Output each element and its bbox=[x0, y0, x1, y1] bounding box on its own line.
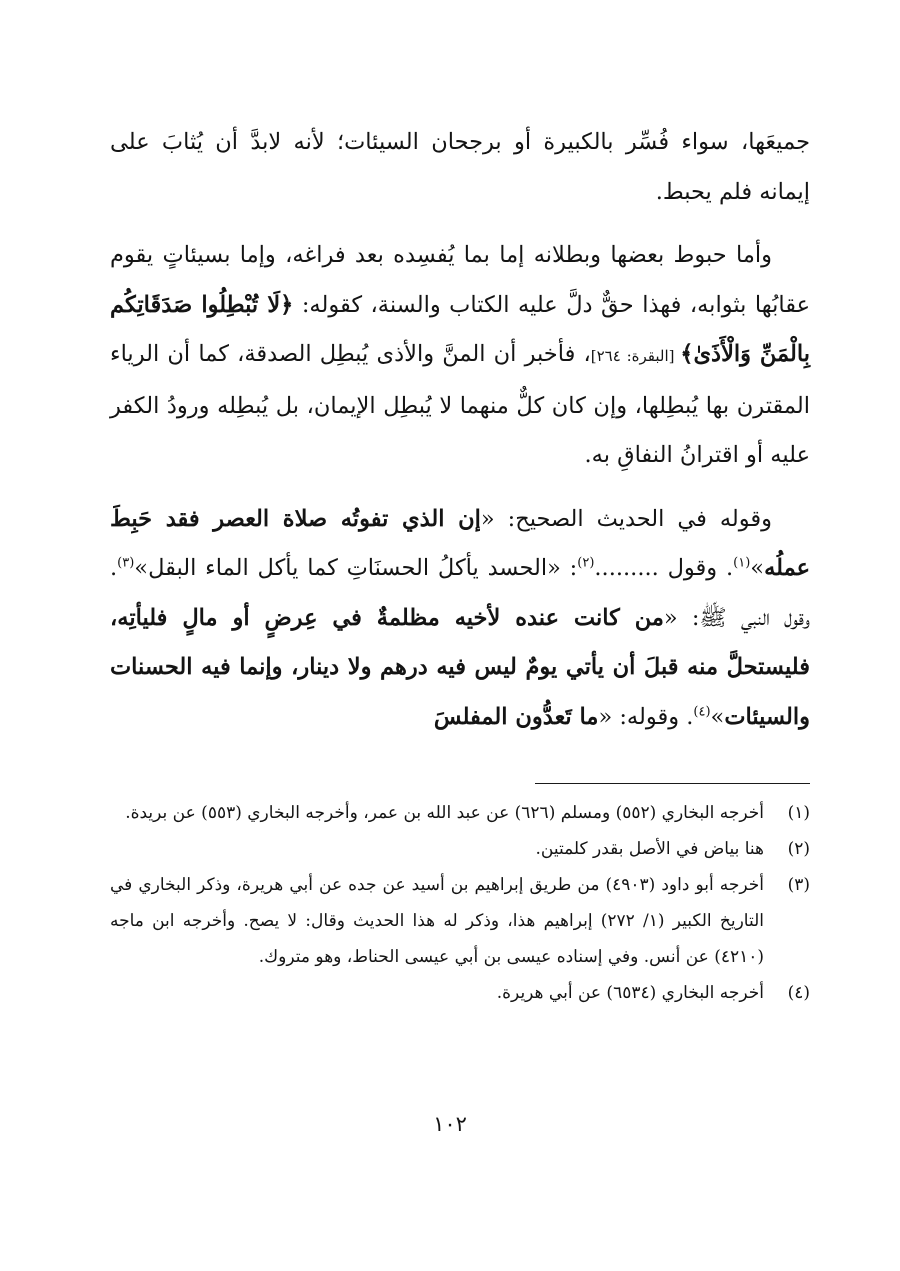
page-number: ١٠٢ bbox=[433, 1112, 467, 1136]
footnote-text: أخرجه البخاري (٥٥٢) ومسلم (٦٢٦) عن عبد الله بن عمر، وأخرجه البخاري (٥٥٣) عن بريدة. bbox=[125, 803, 764, 823]
paragraph-2-text-b: ، فأخبر أن المنَّ والأذى يُبطِل الصدقة، كما أن الرياء المقترن بها يُبطِلها، وإن كان كلٌّ منهما لا يُبطِل الإيمان، بل يُبطِله ورودُ الكفر عليه أو اقترانُ النفاقِ به. bbox=[110, 341, 810, 468]
paragraph-3-text-f: » bbox=[710, 703, 725, 730]
footnote-ref-4[interactable]: (٤) bbox=[693, 704, 711, 719]
paragraph-2 bbox=[110, 231, 810, 481]
footnote-text: أخرجه البخاري (٦٥٣٤) عن أبي هريرة. bbox=[496, 983, 764, 1003]
hadith-quote-3: ما تَعدُّون المفلسَ bbox=[433, 703, 599, 730]
paragraph-3-text-c: . وقول ......... bbox=[594, 555, 734, 581]
quran-verse: ﴿لَا تُبْطِلُوا صَدَقَاتِكُم بِالْمَنِّ وَالْأَذَىٰ﴾ bbox=[110, 291, 810, 367]
paragraph-3-text-a: وقوله في الحديث الصحيح: « bbox=[480, 505, 772, 532]
footnote-separator bbox=[535, 783, 810, 784]
footnote-number: (٣) bbox=[787, 875, 810, 895]
paragraph-3 bbox=[110, 495, 810, 743]
main-text bbox=[110, 118, 810, 742]
paragraph-3-text-g: . وقوله: « bbox=[598, 703, 694, 730]
footnote-3 bbox=[110, 867, 810, 975]
hadith-quote-1: إن الذي تفوتُه صلاة العصر فقد حَبِطَ عملُه bbox=[110, 505, 811, 581]
footnote-number: (٢) bbox=[787, 839, 810, 859]
footnote-text: أخرجه أبو داود (٤٩٠٣) من طريق إبراهيم بن أسيد عن جده عن أبي هريرة، وذكر البخاري في التاريخ الكبير (١/ ٢٧٢) إبراهيم هذا، وذكر له هذا الحديث وقال: لا يصح. وأخرجه ابن ماجه (٤٢١٠) عن أنس. وفي إسناده عيسى بن أبي عيسى الحناط، وهو متروك. bbox=[110, 875, 765, 967]
verse-reference: [البقرة: ٢٦٤] bbox=[590, 347, 681, 365]
footnote-4 bbox=[110, 975, 810, 1011]
footnote-2 bbox=[110, 831, 810, 867]
footnote-ref-1[interactable]: (١) bbox=[733, 555, 751, 571]
footnote-ref-3[interactable]: (٣) bbox=[117, 555, 135, 571]
footnote-number: (١) bbox=[787, 803, 810, 823]
footnote-number: (٤) bbox=[787, 983, 810, 1003]
paragraph-3-text-e: . وقول النبي ﷺ: « bbox=[110, 555, 810, 631]
footnotes bbox=[110, 795, 810, 1011]
footnote-text: هنا بياض في الأصل بقدر كلمتين. bbox=[535, 839, 764, 859]
paragraph-1: جميعَها، سواء فُسِّر بالكبيرة أو برجحان السيئات؛ لأنه لابدَّ أن يُثابَ على إيمانه فلم يحبط. bbox=[110, 129, 810, 205]
paragraph-2-text-a: وأما حبوط بعضها وبطلانه إما بما يُفسِده بعد فراغه، وإما بسيئاتٍ يقوم عقابُها بثوابه، فهذا حقٌّ دلَّ عليه الكتاب والسنة، كقوله: bbox=[110, 242, 810, 318]
hadith-quote-2: من كانت عنده لأخيه مظلمةٌ في عِرضٍ أو مالٍ فليأتِه، فليستحلَّ منه قبلَ أن يأتي يومٌ ليس فيه درهم ولا دينار، وإنما فيه الحسنات والسيئات bbox=[110, 604, 810, 730]
paragraph-3-text-b: » bbox=[750, 555, 765, 581]
footnote-1 bbox=[110, 795, 810, 831]
footnote-ref-2[interactable]: (٢) bbox=[577, 555, 595, 571]
paragraph-3-text-d: : «الحسد يأكلُ الحسنَاتِ كما يأكل الماء البقل» bbox=[134, 555, 578, 581]
